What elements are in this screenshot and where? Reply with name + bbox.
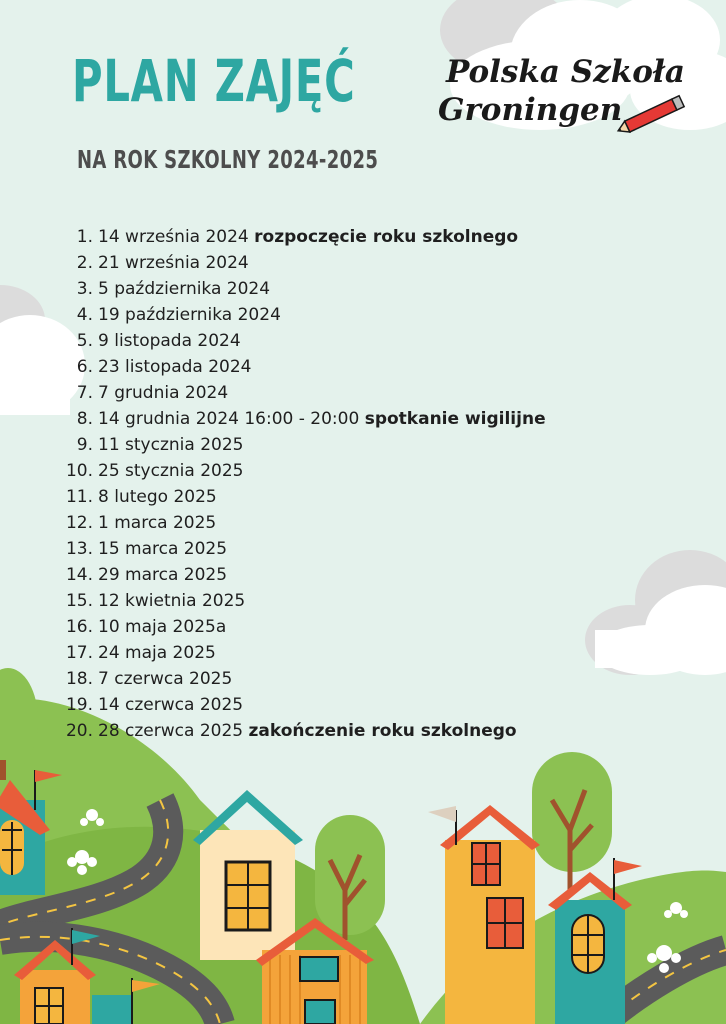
schedule-item-number: 14. bbox=[65, 565, 93, 585]
pencil-icon bbox=[614, 92, 694, 134]
schedule-item-date: 10 maja 2025a bbox=[98, 617, 227, 637]
schedule-item-text bbox=[98, 666, 232, 692]
schedule-item-text bbox=[98, 562, 227, 588]
schedule-item-text bbox=[98, 302, 281, 328]
schedule-item-note: rozpoczęcie roku szkolnego bbox=[254, 227, 519, 247]
schedule-item-date: 8 lutego 2025 bbox=[98, 487, 217, 507]
schedule-item-text bbox=[98, 640, 216, 666]
schedule-item-number: 4. bbox=[76, 305, 93, 325]
schedule-item-text bbox=[98, 380, 228, 406]
schedule-item-number: 1. bbox=[76, 227, 93, 247]
schedule-item-date: 11 stycznia 2025 bbox=[98, 435, 244, 455]
schedule-item-date: 12 kwietnia 2025 bbox=[98, 591, 246, 611]
schedule-item-number: 8. bbox=[76, 409, 93, 429]
schedule-item-text bbox=[98, 484, 217, 510]
schedule-item-date: 23 listopada 2024 bbox=[98, 357, 252, 377]
schedule-item-number: 11. bbox=[65, 487, 93, 507]
page-title: PLAN ZAJĘĆ bbox=[72, 47, 356, 115]
schedule-item-number: 2. bbox=[76, 253, 93, 273]
schedule-item-number: 3. bbox=[76, 279, 93, 299]
schedule-item-date: 28 czerwca 2025 bbox=[98, 721, 244, 741]
schedule-item-text bbox=[98, 588, 245, 614]
schedule-item-number: 13. bbox=[65, 539, 93, 559]
cloud-right bbox=[585, 550, 726, 675]
schedule-item-date: 7 czerwca 2025 bbox=[98, 669, 233, 689]
schedule-item-date: 21 września 2024 bbox=[98, 253, 249, 273]
tree-middle bbox=[315, 815, 385, 940]
schedule-item-date: 14 września 2024 bbox=[98, 227, 249, 247]
page-subtitle: NA ROK SZKOLNY 2024-2025 bbox=[77, 145, 379, 174]
schedule-item-text bbox=[98, 614, 226, 640]
schedule-item-date: 19 października 2024 bbox=[98, 305, 281, 325]
schedule-item-note: zakończenie roku szkolnego bbox=[248, 721, 517, 741]
schedule-item-date: 7 grudnia 2024 bbox=[98, 383, 229, 403]
schedule-item-number: 5. bbox=[76, 331, 93, 351]
tree-right bbox=[532, 752, 612, 890]
schedule-item-date: 14 czerwca 2025 bbox=[98, 695, 244, 715]
schedule-item-number: 15. bbox=[65, 591, 93, 611]
schedule-item-number: 6. bbox=[76, 357, 93, 377]
school-logo bbox=[438, 54, 700, 146]
schedule-item-number: 17. bbox=[65, 643, 93, 663]
schedule-item-date: 9 listopada 2024 bbox=[98, 331, 241, 351]
schedule-item-number: 18. bbox=[65, 669, 93, 689]
schedule-item-note: spotkanie wigilijne bbox=[364, 409, 546, 429]
schedule-item-text bbox=[98, 250, 249, 276]
schedule-item-number: 19. bbox=[65, 695, 93, 715]
schedule-item-number: 7. bbox=[76, 383, 93, 403]
schedule-item-number: 9. bbox=[76, 435, 93, 455]
schedule-item-date: 1 marca 2025 bbox=[98, 513, 217, 533]
schedule-item-date: 24 maja 2025 bbox=[98, 643, 216, 663]
schedule-item-date: 5 października 2024 bbox=[98, 279, 271, 299]
schedule-item-text bbox=[98, 718, 517, 744]
schedule-item-text bbox=[98, 510, 216, 536]
schedule-item-text bbox=[98, 328, 241, 354]
schedule-item-date: 14 grudnia 2024 16:00 - 20:00 bbox=[98, 409, 360, 429]
schedule-item-text bbox=[98, 432, 243, 458]
schedule-item-date: 15 marca 2025 bbox=[98, 539, 228, 559]
logo-text-line1: Polska Szkoła bbox=[446, 54, 685, 90]
schedule-item-text bbox=[98, 354, 252, 380]
schedule-item-date: 29 marca 2025 bbox=[98, 565, 228, 585]
schedule-item-text bbox=[98, 224, 518, 250]
schedule-item-text bbox=[98, 406, 546, 432]
schedule-item-text bbox=[98, 536, 227, 562]
schedule-item-text bbox=[98, 276, 270, 302]
schedule-item-text bbox=[98, 458, 243, 484]
schedule-item-number: 16. bbox=[65, 617, 93, 637]
house-yellow-tall bbox=[428, 805, 540, 1024]
logo-text-line2: Groningen bbox=[438, 92, 623, 128]
schedule-item-number: 10. bbox=[65, 461, 93, 481]
schedule-item-number: 20. bbox=[65, 721, 93, 741]
schedule-item-number: 12. bbox=[65, 513, 93, 533]
schedule-item-date: 25 stycznia 2025 bbox=[98, 461, 244, 481]
schedule-item-text bbox=[98, 692, 243, 718]
